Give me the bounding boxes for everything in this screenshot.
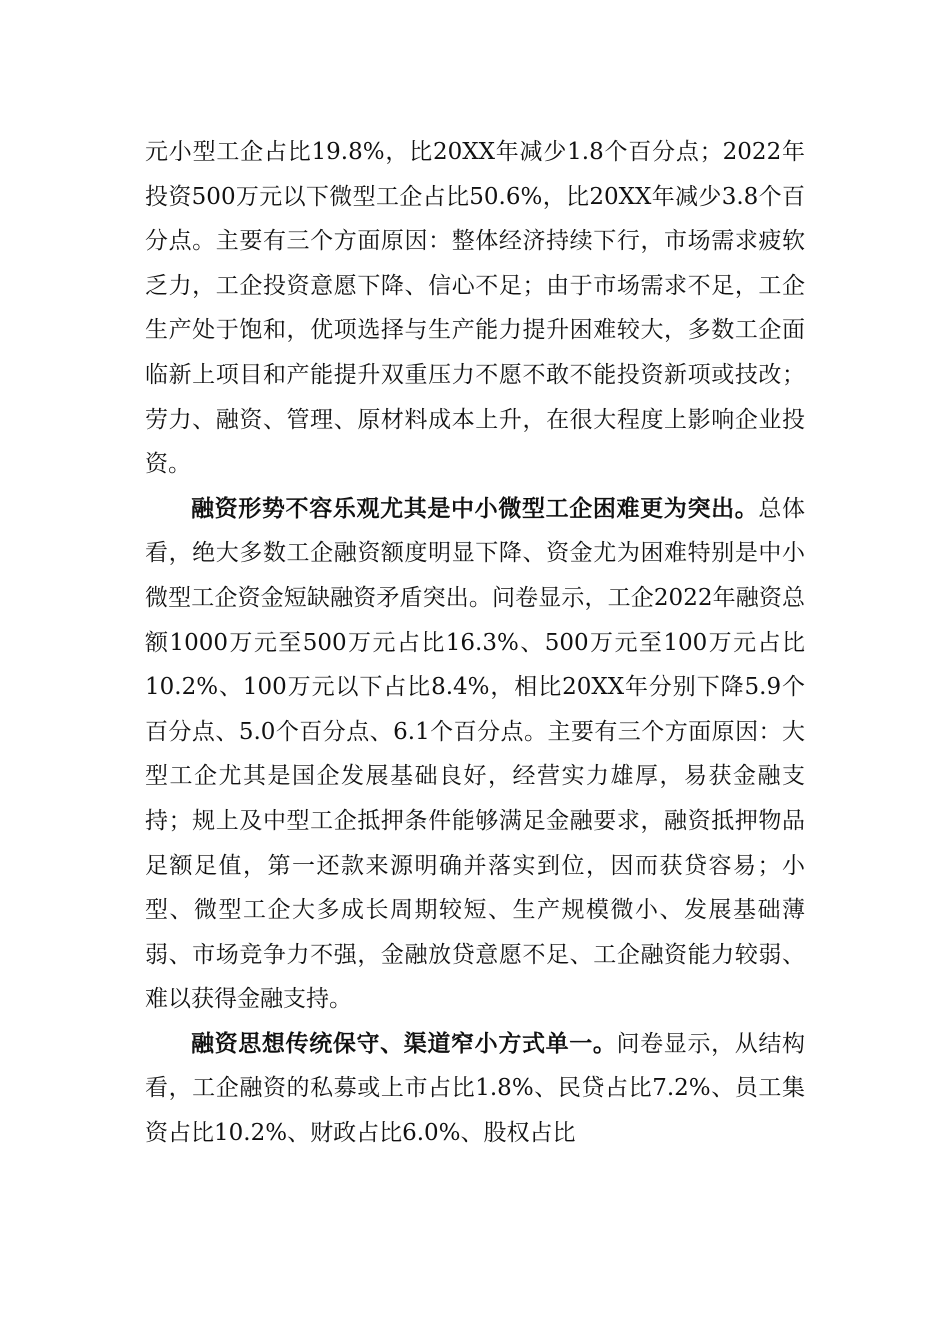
- paragraph-3: [145, 1022, 805, 1156]
- paragraph-1: [145, 130, 805, 487]
- paragraph-2-heading: 融资形势不容乐观尤其是中小微型工企困难更为突出。: [191, 494, 759, 522]
- paragraph-3-heading: 融资思想传统保守、渠道窄小方式单一。: [191, 1029, 617, 1057]
- paragraph-2-text: 总体看，绝大多数工企融资额度明显下降、资金尤为困难特别是中小微型工企资金短缺融资矛盾突出。问卷显示，工企2022年融资总额1000万元至500万元占比16.3%、500万元至100万元占比10.2%、100万元以下占比8.4%，相比20XX年分别下降5.9个百分点、5.0个百分点、6.1个百分点。主要有三个方面原因：大型工企尤其是国企发展基础良好，经营实力雄厚，易获金融支持；规上及中型工企抵押条件能够满足金融要求，融资抵押物品足额足值，第一还款来源明确并落实到位，因而获贷容易；小型、微型工企大多成长周期较短、生产规模微小、发展基础薄弱、市场竞争力不强，金融放贷意愿不足、工企融资能力较弱、难以获得金融支持。: [145, 495, 806, 1013]
- paragraph-1-text: 元小型工企占比19.8%，比20XX年减少1.8个百分点；2022年投资500万元以下微型工企占比50.6%，比20XX年减少3.8个百分点。主要有三个方面原因：整体经济持续下行，市场需求疲软乏力，工企投资意愿下降、信心不足；由于市场需求不足，工企生产处于饱和，优项选择与生产能力提升困难较大，多数工企面临新上项目和产能提升双重压力不愿不敢不能投资新项或技改；劳力、融资、管理、原材料成本上升，在很大程度上影响企业投资。: [145, 139, 805, 478]
- body-text: [145, 130, 805, 1156]
- paragraph-2: [145, 487, 805, 1022]
- paragraph-3-text: 问卷显示，从结构看，工企融资的私募或上市占比1.8%、民贷占比7.2%、员工集资占比10.2%、财政占比6.0%、股权占比: [145, 1030, 806, 1147]
